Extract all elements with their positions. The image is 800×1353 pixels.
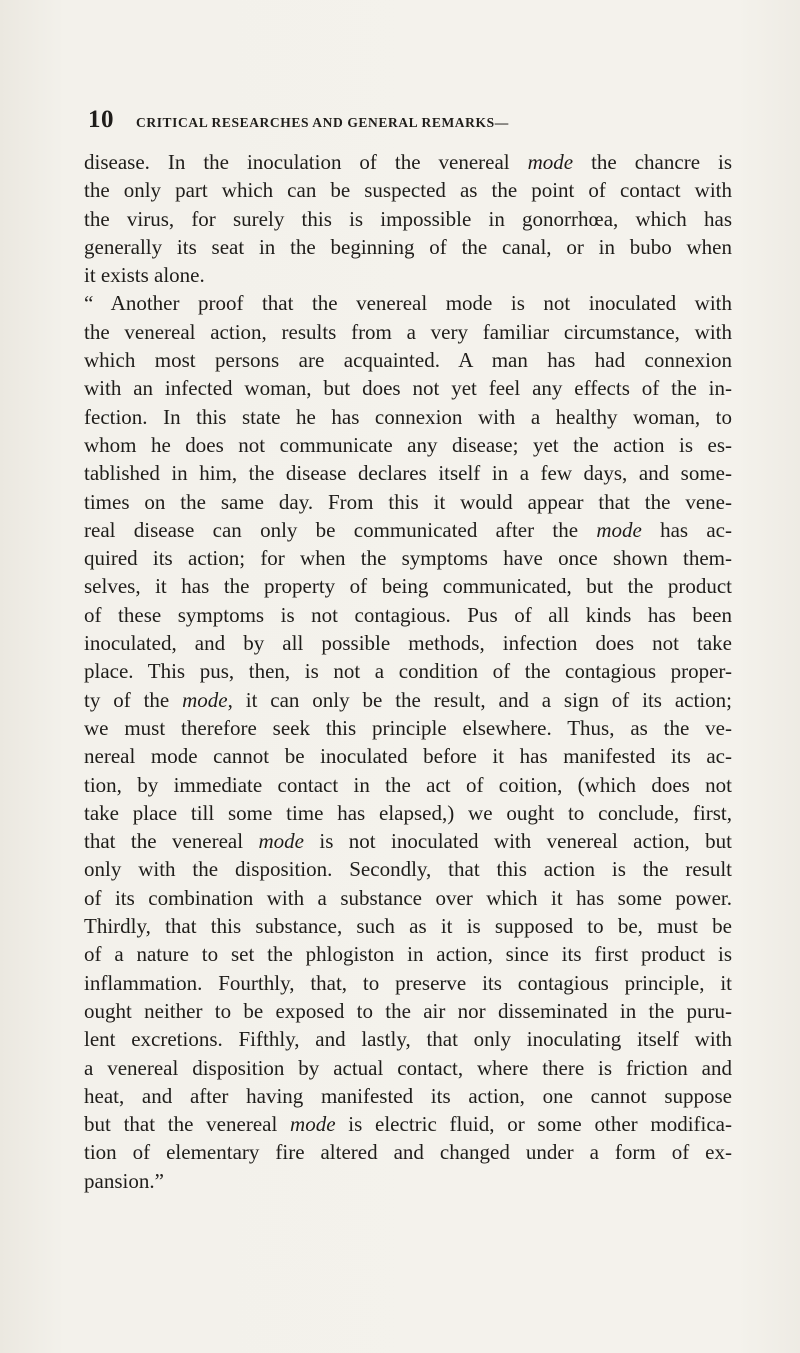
text-line: heat, and after having manifested its action, one cannot suppose [84,1083,732,1108]
text-line: generally its seat in the beginning of the canal, or in bubo when [84,234,732,259]
text-line: whom he does not communicate any disease; yet the action is es- [84,432,732,457]
text-line: the venereal action, results from a very familiar circumstance, with [84,319,732,344]
text-line: which most persons are acquainted. A man has had connexion [84,348,732,373]
italic-term: mode [290,1112,336,1137]
text-line: with an infected woman, but does not yet feel any effects of the in- [84,376,732,401]
text-line: Thirdly, that this substance, such as it is supposed to be, must be [84,914,732,939]
running-header [88,106,728,134]
text-line: real disease can only be communicated after the mode has ac- [84,517,732,542]
text-line: take place till some time has elapsed,) we ought to conclude, first, [84,800,732,825]
italic-term: mode [182,687,228,712]
text-line: selves, it has the property of being communicated, but the product [84,574,732,599]
text-line: a venereal disposition by actual contact, where there is friction and [84,1055,732,1080]
text-line: that the venereal mode is not inoculated with venereal action, but [84,829,732,854]
text-line: nereal mode cannot be inoculated before it has manifested its ac- [84,744,732,769]
text-line: ty of the mode, it can only be the result, and a sign of its action; [84,687,733,712]
text-line: fection. In this state he has connexion with a healthy woman, to [84,404,732,429]
italic-term: mode [527,150,574,174]
text-line: it exists alone. [84,263,205,288]
text-line: tion, by immediate contact in the act of coition, (which does not [84,772,732,797]
italic-term: mode [258,829,304,854]
text-line: of its combination with a substance over which it has some power. [84,885,732,910]
page-number: 10 [88,106,114,133]
text-line: tion of elementary fire altered and changed under a form of ex- [84,1140,732,1165]
text-line: inoculated, and by all possible methods, infection does not take [84,631,732,656]
text-line: ought neither to be exposed to the air nor disseminated in the puru- [84,998,732,1023]
text-line: place. This pus, then, is not a condition of the contagious proper- [84,659,732,684]
italic-term: mode [596,517,642,542]
text-line: quired its action; for when the symptoms have once shown them- [84,546,732,571]
text-line: the virus, for surely this is impossible in gonorrhœa, which has [84,206,732,231]
text-line: only with the disposition. Secondly, that this action is the result [84,857,732,882]
text-line: lent excretions. Fifthly, and lastly, that only inoculating itself with [84,1027,732,1052]
text-line: tablished in him, the disease declares itself in a few days, and some- [84,461,732,486]
text-line: but that the venereal mode is electric fluid, or some other modifica- [84,1112,732,1137]
text-line: the only part which can be suspected as the point of contact with [84,178,732,203]
text-line: of a nature to set the phlogiston in action, since its first product is [84,942,732,967]
text-line: we must therefore seek this principle elsewhere. Thus, as the ve- [84,715,732,740]
text-line: “ Another proof that the venereal mode is not inoculated with [84,291,732,316]
text-line: pansion.” [84,1168,164,1193]
text-line: times on the same day. From this it would appear that the vene- [84,489,732,514]
text-line: of these symptoms is not contagious. Pus of all kinds has been [84,602,732,627]
text-line: inflammation. Fourthly, that, to preserve its contagious principle, it [84,970,732,995]
running-title: CRITICAL RESEARCHES AND GENERAL REMARKS— [136,115,509,130]
text-line: disease. In the inoculation of the venereal mode the chancre is [84,150,732,174]
body-text [84,148,732,1195]
